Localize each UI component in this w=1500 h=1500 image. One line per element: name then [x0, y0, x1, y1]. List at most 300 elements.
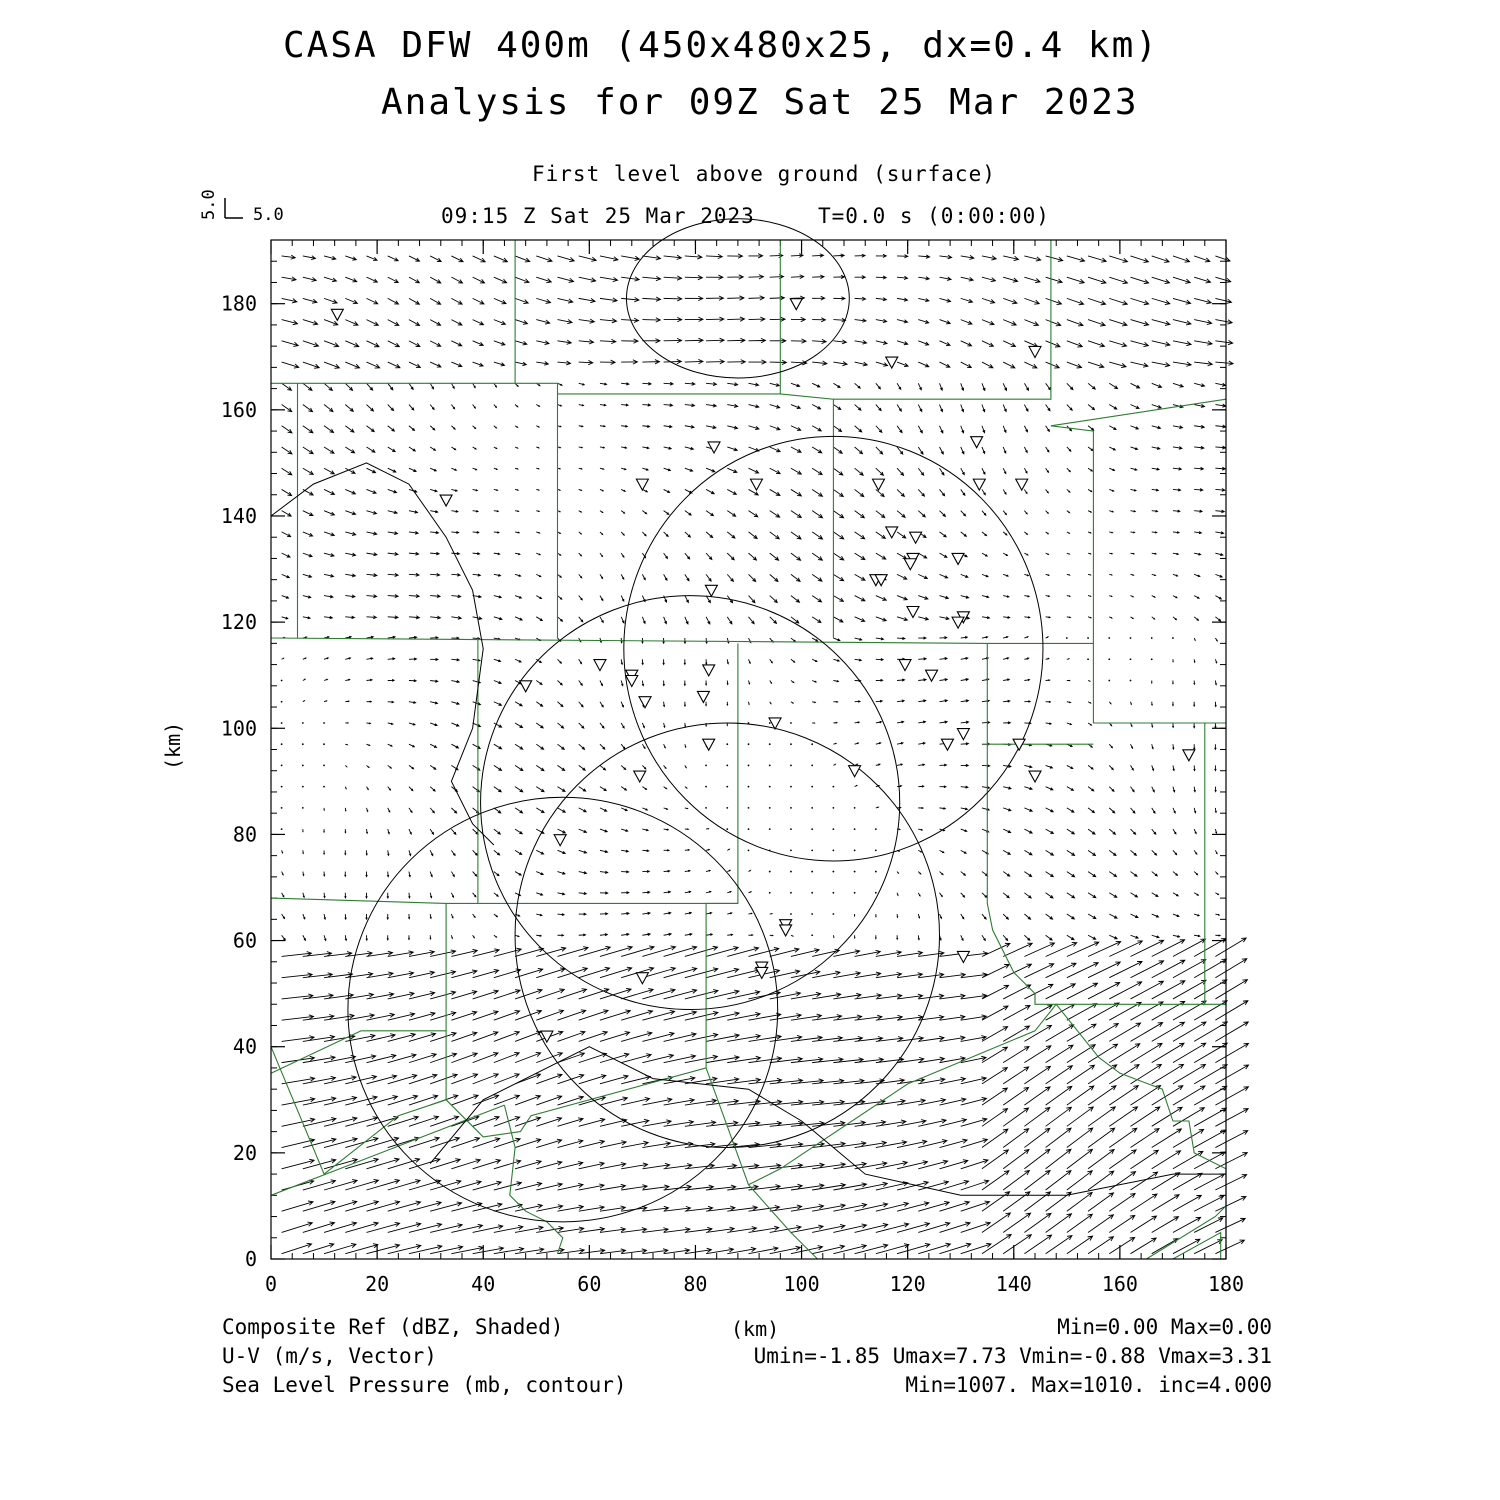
wind-vector	[1003, 341, 1015, 347]
wind-vector	[345, 511, 355, 515]
wind-vector	[940, 637, 947, 639]
wind-vector	[473, 383, 476, 387]
wind-vector	[1109, 574, 1112, 575]
wind-vector	[1152, 960, 1185, 978]
wind-vector	[515, 489, 518, 490]
wind-vector	[1173, 574, 1178, 576]
wind-vector	[536, 596, 541, 599]
wind-vector-dot	[726, 807, 728, 809]
wind-vector	[876, 638, 884, 640]
wind-vector	[1215, 1022, 1248, 1041]
wind-vector	[642, 532, 646, 536]
wind-vector	[1109, 617, 1112, 618]
wind-vector	[388, 383, 393, 390]
wind-vector	[600, 532, 603, 535]
station-marker	[899, 660, 911, 671]
wind-vector	[536, 935, 541, 937]
wind-vector	[642, 681, 644, 686]
wind-vector	[1173, 850, 1177, 854]
wind-vector	[685, 338, 703, 342]
wind-vector	[515, 405, 518, 407]
wind-vector	[388, 658, 395, 660]
wind-vector	[1131, 744, 1133, 748]
wind-vector	[409, 341, 420, 347]
wind-vector	[1173, 298, 1191, 304]
wind-vector	[1173, 787, 1175, 792]
wind-vector	[727, 849, 729, 850]
wind-vector	[430, 531, 438, 534]
wind-vector	[940, 447, 944, 454]
wind-vector	[1172, 702, 1173, 706]
wind-vector	[1173, 617, 1176, 620]
wind-vector	[345, 872, 346, 877]
wind-vector	[494, 574, 501, 576]
wind-vector	[324, 893, 325, 898]
wind-vector	[1215, 404, 1225, 407]
wind-vector	[642, 297, 660, 301]
wind-vector	[345, 405, 353, 412]
wind-vector	[366, 829, 367, 833]
wind-vector	[515, 617, 522, 620]
wind-vector	[473, 298, 484, 304]
wind-vector	[1067, 447, 1071, 451]
wind-vector	[579, 426, 583, 427]
wind-vector	[621, 297, 639, 301]
wind-vector	[1067, 1192, 1092, 1211]
wind-vector	[854, 914, 855, 916]
wind-vector	[451, 426, 455, 429]
wind-vector	[982, 468, 985, 474]
wind-vector-dot	[748, 828, 750, 830]
wind-vector	[1194, 808, 1196, 813]
wind-vector	[642, 1206, 668, 1211]
wind-vector	[897, 255, 908, 258]
wind-vector-dot	[1108, 680, 1110, 682]
wind-vector	[855, 638, 862, 640]
wind-vector	[282, 489, 292, 495]
wind-vector	[579, 340, 594, 344]
wind-vector	[324, 829, 325, 832]
wind-vector	[876, 764, 880, 766]
wind-vector	[494, 617, 502, 620]
wind-vector	[579, 298, 595, 302]
wind-vector	[1173, 980, 1206, 999]
wind-vector	[282, 341, 299, 347]
wind-vector	[1046, 914, 1053, 919]
wind-vector	[1131, 489, 1136, 491]
wind-vector	[1109, 982, 1141, 999]
wind-vector	[345, 893, 347, 898]
wind-vector	[791, 489, 801, 495]
wind-vector	[1088, 723, 1091, 725]
wind-vector	[706, 723, 707, 726]
wind-vector	[324, 679, 327, 680]
tick-marks	[271, 240, 1226, 1259]
wind-vector	[345, 574, 355, 577]
wind-vector	[961, 447, 964, 454]
wind-vector	[282, 383, 292, 390]
wind-vector	[791, 447, 801, 452]
wind-vector	[706, 638, 708, 643]
wind-vector	[982, 1088, 1007, 1105]
wind-vector	[621, 596, 624, 601]
wind-vector	[1152, 320, 1170, 326]
wind-vector-dot	[832, 892, 834, 894]
wind-vector	[1003, 362, 1015, 368]
wind-vector	[451, 935, 452, 938]
wind-vector	[727, 553, 734, 560]
wind-vector	[685, 617, 688, 624]
wind-vector	[749, 405, 759, 408]
x-tick-label: 180	[1207, 1272, 1245, 1296]
wind-vector	[558, 1096, 584, 1105]
wind-vector-dot	[811, 828, 813, 830]
wind-vector	[706, 359, 724, 363]
wind-vector-dot	[811, 913, 813, 915]
wind-vector	[918, 893, 920, 896]
wind-vector	[1046, 595, 1050, 596]
wind-vector	[770, 596, 778, 603]
wind-vector	[366, 872, 368, 877]
wind-vector	[833, 701, 837, 702]
station-marker	[440, 495, 452, 506]
wind-vector	[494, 362, 505, 366]
wind-vector	[451, 872, 454, 877]
wind-vector	[770, 681, 772, 684]
wind-vector	[1046, 553, 1049, 554]
wind-vector	[961, 1243, 991, 1253]
wind-vector	[663, 681, 665, 686]
x-tick-label: 20	[365, 1272, 390, 1296]
wind-vector	[1046, 658, 1049, 659]
wind-vector	[536, 489, 539, 490]
wind-vector	[812, 447, 822, 453]
wind-vector	[855, 254, 865, 257]
wind-vector	[1046, 808, 1054, 812]
wind-vector	[536, 1053, 562, 1063]
y-tick-label: 80	[232, 822, 257, 847]
wind-vector	[940, 362, 950, 367]
wind-vector	[409, 616, 419, 619]
wind-vector	[706, 553, 712, 559]
wind-vector	[642, 404, 650, 406]
wind-vector	[961, 468, 965, 474]
county-boundary	[504, 1105, 562, 1254]
wind-vector	[536, 447, 539, 448]
wind-vector	[918, 277, 929, 280]
wind-vector	[367, 383, 373, 390]
wind-vector	[451, 744, 458, 748]
wind-vector	[430, 489, 437, 491]
wind-vector	[982, 1068, 1007, 1084]
wind-vector	[791, 659, 795, 662]
wind-vector	[685, 255, 702, 259]
wind-vector	[430, 552, 439, 555]
wind-vector	[1024, 914, 1030, 919]
wind-vector	[1046, 532, 1049, 534]
wind-vector	[367, 426, 375, 432]
wind-vector	[621, 447, 626, 449]
wind-vector	[1088, 765, 1093, 769]
wind-vector	[897, 553, 906, 558]
wind-vector	[940, 617, 949, 620]
wind-vector	[1088, 872, 1096, 877]
wind-vector	[685, 275, 703, 279]
wind-vector	[324, 595, 333, 598]
wind-vector	[473, 723, 481, 727]
wind-vector	[706, 934, 712, 936]
wind-vector	[1131, 596, 1134, 597]
wind-vector	[918, 914, 919, 918]
wind-vector	[451, 850, 455, 855]
wind-vector	[1003, 447, 1006, 453]
wind-vector	[833, 426, 841, 432]
wind-vector	[536, 1096, 561, 1105]
wind-vector	[473, 468, 477, 470]
wind-vector	[515, 468, 518, 469]
wind-vector	[1109, 872, 1116, 877]
wind-vector	[451, 659, 459, 661]
station-marker	[703, 665, 715, 676]
wind-vector	[409, 573, 419, 576]
wind-vector	[812, 426, 821, 431]
wind-vector	[1215, 510, 1224, 513]
wind-vector	[536, 426, 539, 427]
wind-vector	[1152, 341, 1170, 346]
wind-vector	[918, 935, 919, 939]
station-marker	[904, 559, 916, 570]
wind-vector	[961, 362, 972, 367]
wind-vector	[918, 320, 928, 324]
wind-vector	[727, 275, 743, 279]
pressure-contour	[348, 797, 778, 1222]
wind-vector	[473, 765, 480, 770]
wind-vector	[1131, 961, 1164, 978]
wind-vector	[812, 617, 821, 623]
wind-vector	[1046, 426, 1050, 432]
wind-vector	[664, 1249, 690, 1254]
wind-vector-dot	[726, 786, 728, 788]
wind-vector	[961, 764, 969, 766]
wind-vector	[388, 256, 398, 261]
wind-vector	[409, 701, 416, 703]
wind-vector	[1088, 383, 1095, 389]
wind-vector	[897, 468, 903, 475]
wind-vector	[833, 617, 843, 622]
wind-vector	[409, 950, 434, 956]
wind-vector	[409, 744, 414, 747]
wind-vector	[1194, 617, 1198, 620]
wind-vector	[324, 320, 338, 326]
wind-vector	[1215, 553, 1223, 555]
wind-vector	[600, 404, 606, 406]
wind-vector	[1194, 467, 1203, 470]
wind-vector	[430, 893, 432, 898]
wind-vector	[621, 574, 624, 579]
wind-vector	[833, 722, 837, 723]
wind-vector	[664, 933, 672, 935]
wind-vector	[367, 320, 379, 326]
wind-vector	[367, 787, 369, 790]
wind-vector	[918, 341, 928, 345]
wind-vector	[1194, 574, 1200, 576]
wind-vector	[1152, 553, 1156, 554]
wind-vector	[367, 468, 376, 473]
wind-vector	[473, 872, 477, 877]
wind-vector	[1046, 383, 1051, 390]
wind-vector	[961, 914, 964, 919]
wind-vector	[642, 850, 648, 852]
wind-vector	[579, 489, 582, 490]
wind-vector	[833, 383, 840, 387]
wind-vector	[388, 636, 395, 638]
wind-vector	[451, 320, 462, 325]
wind-vector	[1131, 405, 1140, 409]
wind-vector	[536, 808, 544, 813]
wind-vector	[982, 405, 985, 412]
wind-vector	[727, 681, 728, 685]
wind-vector	[494, 596, 501, 598]
wind-vector	[770, 702, 771, 704]
station-marker	[636, 479, 648, 490]
wind-vector	[685, 765, 686, 767]
wind-vector	[1067, 1171, 1092, 1190]
wind-vector	[982, 277, 995, 282]
wind-vector	[367, 744, 370, 745]
wind-vector	[982, 808, 989, 811]
wind-vector	[1003, 658, 1008, 660]
wind-vector	[1003, 256, 1018, 261]
wind-vector	[579, 574, 582, 577]
wind-vector	[1173, 277, 1190, 283]
wind-vector	[494, 914, 498, 917]
y-tick-label: 120	[220, 610, 257, 635]
wind-vector	[345, 658, 350, 660]
wind-vector	[409, 320, 420, 326]
wind-vector	[1046, 1149, 1071, 1169]
wind-vector	[430, 680, 438, 682]
wind-vector	[388, 765, 392, 768]
wind-vector	[1067, 765, 1073, 768]
wind-vector	[282, 426, 292, 433]
wind-vector	[451, 362, 461, 367]
wind-vector	[621, 829, 628, 831]
wind-vector-dot	[323, 786, 325, 788]
wind-vector	[918, 786, 924, 788]
wind-vector	[579, 596, 582, 600]
wind-vector	[961, 596, 969, 599]
wind-vector	[1046, 701, 1051, 702]
wind-vector	[1131, 532, 1135, 533]
x-tick-label: 100	[783, 1272, 820, 1296]
wind-vector	[940, 786, 946, 788]
wind-vector	[1131, 1216, 1157, 1232]
wind-vector	[1067, 942, 1099, 956]
wind-vector	[388, 552, 398, 555]
wind-vector	[1152, 489, 1159, 491]
wind-vector	[282, 914, 285, 919]
wind-vector	[1003, 553, 1007, 555]
wind-vector	[345, 616, 354, 619]
wind-vector	[1109, 1150, 1136, 1169]
wind-vector	[1088, 320, 1105, 326]
station-marker	[957, 951, 969, 962]
wind-vector	[451, 702, 459, 705]
wind-vector	[749, 468, 759, 473]
wind-vector	[918, 553, 926, 558]
wind-vector	[1003, 850, 1010, 854]
wind-vector	[600, 339, 616, 343]
wind-vector	[1131, 808, 1135, 813]
wind-vector	[1003, 1192, 1030, 1211]
wind-vector	[1152, 1022, 1185, 1041]
wind-vector	[1003, 1213, 1030, 1232]
wind-vector	[1046, 511, 1049, 514]
wind-vector	[855, 532, 865, 539]
wind-vector	[685, 723, 686, 727]
wind-vector	[451, 949, 477, 956]
wind-vector-dot	[1108, 658, 1110, 660]
wind-vector	[388, 320, 399, 326]
wind-vector	[409, 468, 416, 471]
wind-vector	[727, 702, 728, 705]
wind-vector	[918, 658, 926, 660]
wind-vector	[1215, 808, 1216, 813]
wind-vector	[1215, 425, 1225, 428]
wind-vector	[579, 468, 582, 469]
wind-vector	[1003, 722, 1010, 724]
wind-vector	[1131, 362, 1148, 367]
wind-vector	[1024, 426, 1027, 432]
wind-vector-dot	[748, 786, 750, 788]
wind-vector	[918, 596, 928, 600]
wind-vector	[430, 277, 441, 283]
wind-vector	[770, 913, 772, 914]
wind-vector-dot	[302, 807, 304, 809]
wind-vector	[1088, 405, 1094, 410]
wind-vector	[685, 317, 703, 321]
wind-vector	[918, 255, 929, 258]
wind-vector	[494, 872, 499, 876]
wind-vector	[1088, 511, 1091, 513]
wind-vector	[918, 829, 922, 830]
wind-vector	[388, 468, 396, 472]
wind-vector	[1194, 765, 1196, 770]
wind-vector	[324, 341, 339, 347]
wind-vector	[961, 678, 968, 680]
wind-vector	[1109, 341, 1126, 347]
wind-vector	[1003, 468, 1006, 473]
wind-vector-dot	[281, 765, 283, 767]
wind-vector	[387, 935, 388, 940]
wind-vector	[918, 637, 926, 639]
wind-vector-dot	[832, 828, 834, 830]
wind-vector	[791, 317, 805, 321]
wind-vector	[918, 383, 921, 389]
county-boundary	[749, 1185, 818, 1259]
x-tick-label: 140	[995, 1272, 1032, 1296]
wind-vector	[558, 850, 566, 853]
wind-vector	[684, 681, 685, 686]
wind-vector	[855, 659, 862, 661]
wind-vector	[770, 935, 773, 936]
wind-vector	[345, 256, 356, 260]
wind-vector	[282, 658, 284, 659]
wind-vector-dot	[281, 701, 283, 703]
wind-vector	[663, 659, 665, 664]
wind-vector	[1215, 361, 1233, 365]
wind-vector	[388, 341, 400, 347]
